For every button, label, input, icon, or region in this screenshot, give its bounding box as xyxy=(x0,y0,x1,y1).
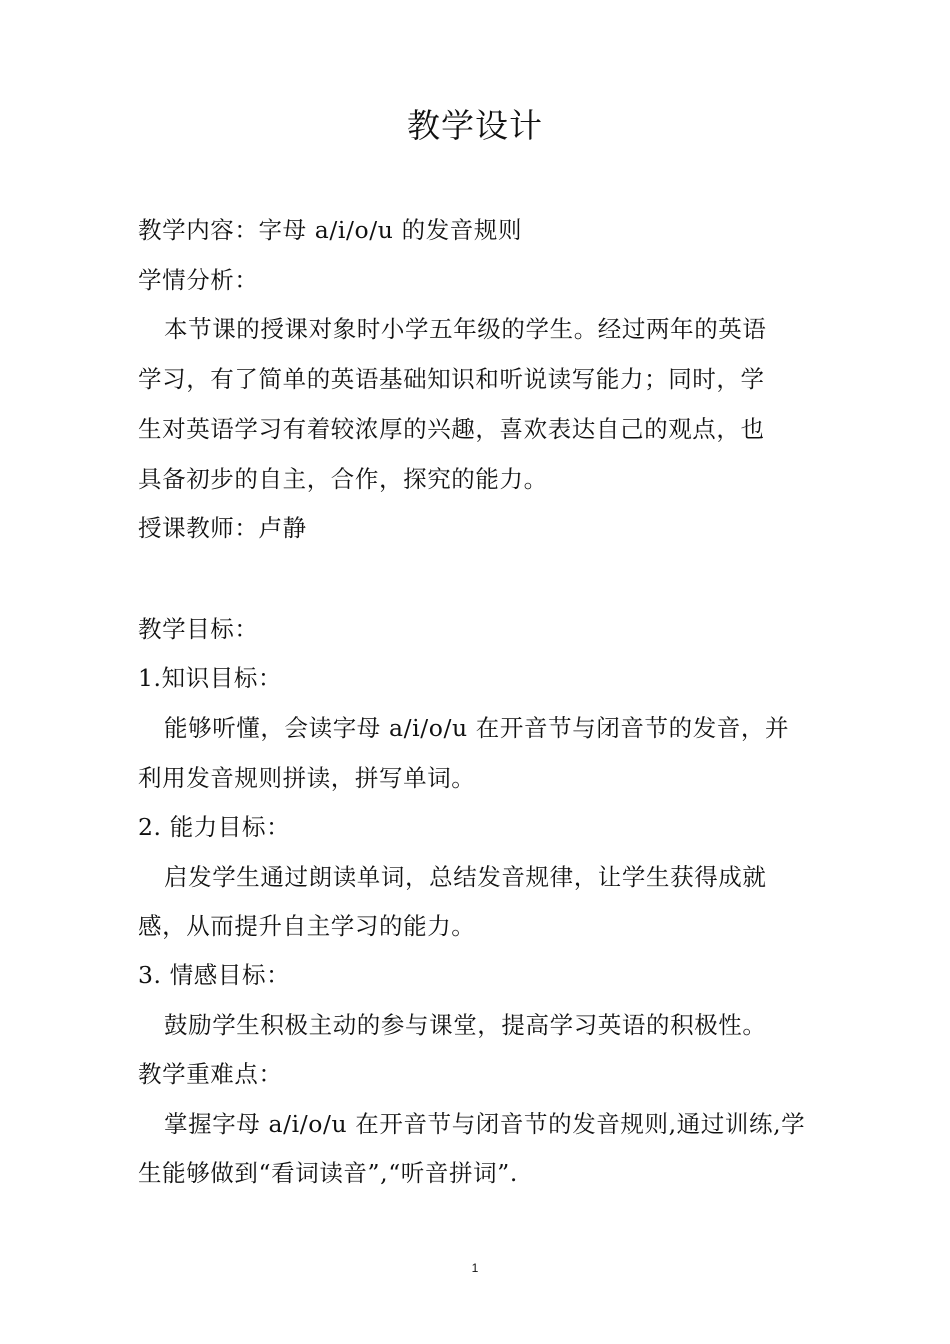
knowledge-objective-text-1: 能够听懂，会读字母 a/i/o/u 在开音节与闭音节的发音，并 xyxy=(164,714,790,742)
page-number: 1 xyxy=(471,1261,479,1275)
learner-analysis-text-2: 学习，有了简单的英语基础知识和听说读写能力；同时，学 xyxy=(138,365,765,393)
key-points-text-2: 生能够做到“看词读音”,“听音拼词”. xyxy=(138,1159,518,1187)
emotion-objective-text: 鼓励学生积极主动的参与课堂，提高学习英语的积极性。 xyxy=(164,1011,767,1039)
key-points-heading: 教学重难点： xyxy=(138,1060,283,1088)
ability-objective-text-2: 感，从而提升自主学习的能力。 xyxy=(138,912,476,940)
objectives-heading: 教学目标： xyxy=(138,615,259,643)
learner-analysis-text-4: 具备初步的自主，合作，探究的能力。 xyxy=(138,465,548,493)
knowledge-objective-text-2: 利用发音规则拼读，拼写单词。 xyxy=(138,764,476,792)
document-title: 教学设计 xyxy=(407,106,543,145)
emotion-objective-heading: 3. 情感目标： xyxy=(138,961,291,989)
learner-analysis-text-1: 本节课的授课对象时小学五年级的学生。经过两年的英语 xyxy=(164,315,767,343)
knowledge-objective-heading: 1.知识目标： xyxy=(138,664,283,692)
ability-objective-heading: 2. 能力目标： xyxy=(138,813,291,841)
ability-objective-text-1: 启发学生通过朗读单词，总结发音规律，让学生获得成就 xyxy=(164,863,767,891)
learner-analysis-heading: 学情分析： xyxy=(138,266,259,294)
teacher-line: 授课教师：卢静 xyxy=(138,514,307,542)
teaching-content-line: 教学内容：字母 a/i/o/u 的发音规则 xyxy=(138,216,523,244)
key-points-text-1: 掌握字母 a/i/o/u 在开音节与闭音节的发音规则,通过训练,学 xyxy=(164,1110,806,1138)
learner-analysis-text-3: 生对英语学习有着较浓厚的兴趣，喜欢表达自己的观点，也 xyxy=(138,415,765,443)
